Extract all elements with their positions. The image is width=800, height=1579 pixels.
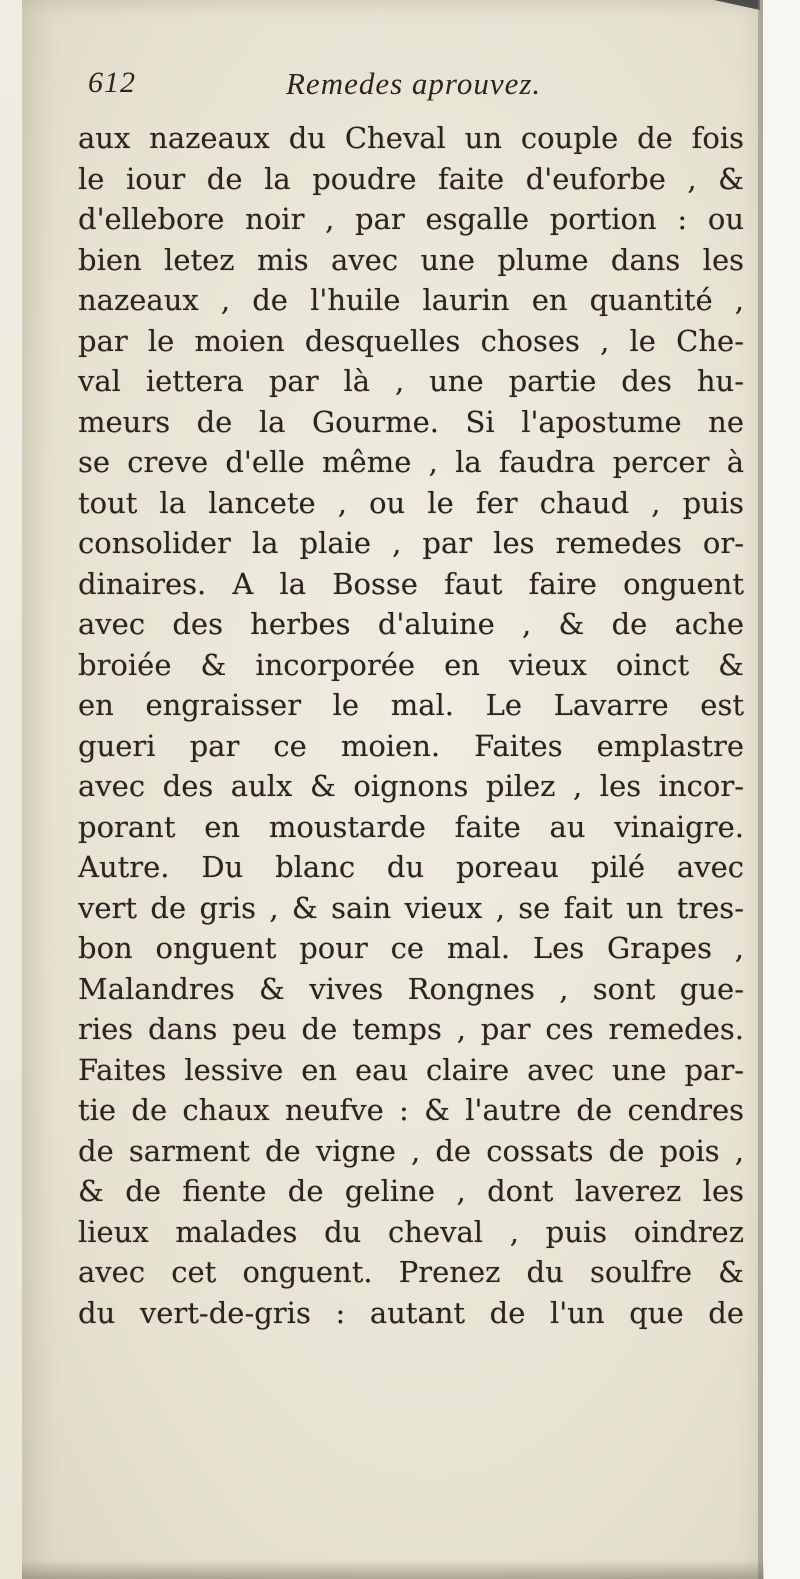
scan-margin	[763, 0, 800, 1579]
text-line: d'ellebore noir , par esgalle portion : ou	[78, 202, 744, 236]
text-line: meurs de la Gourme. Si l'apostume ne	[78, 404, 744, 439]
text-line: de sarment de vigne , de cossats de pois ,	[78, 1133, 744, 1168]
text-line: Malandres & vives Rongnes , sont gue-	[78, 971, 744, 1006]
text-line: en engraisser le mal. Le Lavarre est	[78, 688, 744, 722]
text-line: Autre. Du blanc du poreau pilé avec	[78, 850, 744, 884]
page-header	[88, 66, 608, 112]
text-line: bon onguent pour ce mal. Les Grapes ,	[78, 931, 744, 965]
page-number: 612	[88, 66, 136, 99]
text-line: avec des herbes d'aluine , & de ache	[78, 607, 744, 641]
text-line: nazeaux , de l'huile laurin en quantité ,	[78, 283, 744, 317]
text-line: le iour de la poudre faite d'euforbe , &	[78, 161, 744, 196]
text-line: par le moien desquelles choses , le Che-	[78, 323, 744, 358]
text-line: lieux malades du cheval , puis oindrez	[78, 1214, 744, 1249]
text-line: broiée & incorporée en vieux oinct &	[78, 647, 744, 682]
text-line: bien letez mis avec une plume dans les	[78, 242, 744, 277]
text-line: & de fiente de geline , dont laverez les	[78, 1174, 744, 1208]
text-line: du vert-de-gris : autant de l'un que de	[78, 1295, 744, 1330]
text-line: aux nazeaux du Cheval un couple de fois	[78, 121, 744, 155]
text-line: tout la lancete , ou le fer chaud , puis	[78, 485, 744, 520]
text-line: porant en moustarde faite au vinaigre.	[78, 809, 744, 844]
text-line: gueri par ce moien. Faites emplastre	[78, 728, 744, 763]
body-text	[78, 118, 744, 1333]
text-line: dinaires. A la Bosse faut faire onguent	[78, 566, 744, 601]
page-bottom-shadow	[22, 1560, 764, 1579]
text-line: tie de chaux neufve : & l'autre de cendres	[78, 1093, 744, 1127]
text-line: avec des aulx & oignons pilez , les incor-	[78, 769, 744, 803]
text-line: consolider la plaie , par les remedes or-	[78, 526, 744, 560]
running-title: Remedes aprouvez.	[286, 66, 542, 101]
text-line: avec cet onguent. Prenez du soulfre &	[78, 1255, 744, 1289]
text-line: val iettera par là , une partie des hu-	[78, 364, 744, 398]
text-line: ries dans peu de temps , par ces remedes.	[78, 1012, 744, 1046]
text-line: vert de gris , & sain vieux , se fait un tres-	[78, 890, 744, 925]
text-line: Faites lessive en eau claire avec une par-	[78, 1052, 744, 1087]
text-line: se creve d'elle même , la faudra percer à	[78, 445, 744, 479]
